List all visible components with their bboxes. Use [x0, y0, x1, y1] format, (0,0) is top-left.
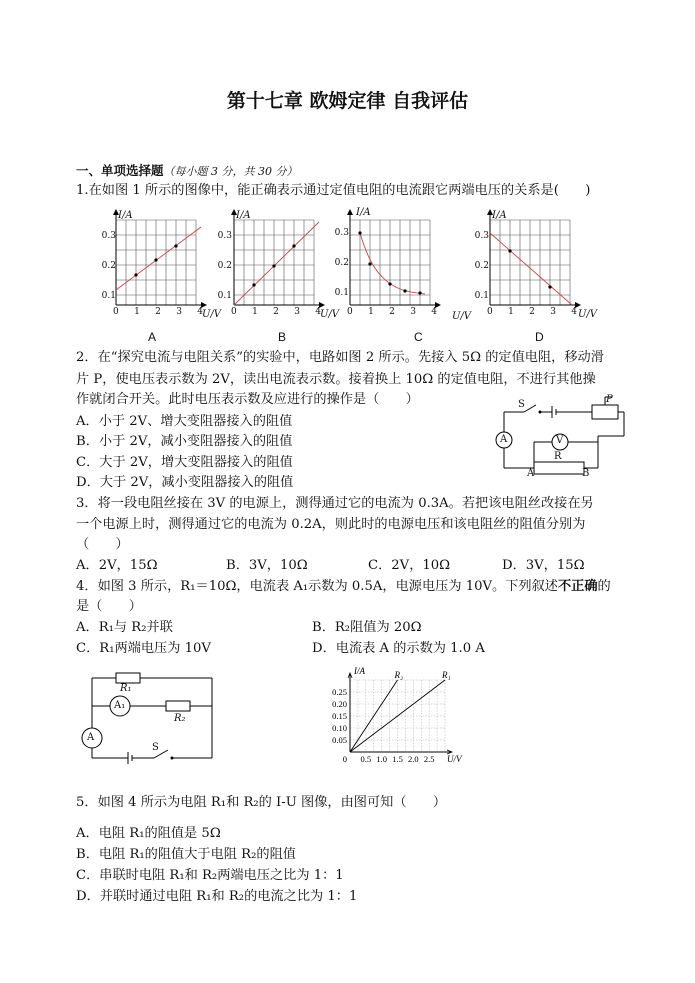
- xtick: 4: [571, 307, 577, 317]
- y-tick-label: 0.20: [332, 699, 347, 709]
- graph-b-ylabel: I/A: [236, 210, 251, 221]
- series-label-1: R₂: [394, 670, 404, 680]
- xtick: 2: [389, 307, 395, 317]
- ytick-blank: [473, 244, 489, 259]
- section-note: （每小题 3 分，共 30 分）: [163, 165, 298, 178]
- q4-option-c: C．R₁两端电压为 10V: [76, 641, 211, 656]
- q3-option-c: C．2V，10Ω: [368, 558, 451, 573]
- q1-stem: 1.在如图 1 所示的图像中，能正确表示通过定值电阻的电流跟它两端电压的关系是( ): [76, 183, 591, 198]
- q3-option-d: D．3V，15Ω: [502, 558, 585, 573]
- q3-option-a: A．2V，15Ω: [76, 558, 158, 573]
- y-tick-label: 0.25: [332, 687, 347, 697]
- q4-stem-emphasis: 不正确: [557, 579, 598, 594]
- ytick: 0.1: [101, 291, 116, 301]
- xtick: 4: [197, 307, 203, 317]
- graph-a-xticks: [113, 307, 203, 317]
- xtick: 2: [155, 307, 161, 317]
- page-title: 第十七章 欧姆定律 自我评估: [226, 90, 469, 112]
- ytick: 0.3: [334, 228, 349, 238]
- q5-option-a: A．电阻 R₁的阻值是 5Ω: [76, 826, 221, 841]
- q3-option-b: B．3V，10Ω: [226, 558, 308, 573]
- graph-c: [350, 210, 440, 305]
- q4-option-b: B．R₂阻值为 20Ω: [312, 620, 422, 635]
- series-label-2: R₁: [442, 670, 451, 680]
- q2-option-d: D．大于 2V，减小变阻器接入的阻值: [76, 475, 294, 490]
- xtick: 1: [252, 307, 258, 317]
- graph-d-yticks: [473, 229, 489, 304]
- graph-d-label: D: [535, 330, 544, 344]
- ytick-blank: [333, 241, 349, 256]
- ytick: 0.2: [334, 258, 349, 268]
- ytick-blank: [100, 274, 116, 289]
- q3-stem-3: （ ）: [76, 537, 129, 552]
- ytick: 0.2: [101, 261, 116, 271]
- graph-c-xlabel: U/V: [452, 311, 472, 322]
- ytick-blank: [216, 244, 232, 259]
- x-tick-label: 0.5: [360, 754, 372, 764]
- xtick: 3: [550, 307, 556, 317]
- xtick: 1: [508, 307, 514, 317]
- chart-series: [350, 670, 451, 752]
- x-tick-label: 1.0: [376, 754, 387, 764]
- ytick: 0.3: [217, 231, 232, 241]
- graph-c-label: C: [414, 330, 423, 344]
- y-tick-label: 0.10: [332, 723, 347, 733]
- q2-slider-label: P: [606, 394, 613, 405]
- graph-b-xticks: [231, 307, 321, 317]
- q4-a1-label: A₁: [114, 700, 126, 711]
- ytick-blank: [100, 244, 116, 259]
- q2-resistor-label: R: [554, 451, 562, 462]
- q4-option-d: D．电流表 A 的示数为 1.0 A: [312, 641, 485, 656]
- q2-option-c: C．大于 2V，增大变阻器接入的阻值: [76, 455, 293, 470]
- graph-c-ylabel: I/A: [356, 207, 371, 218]
- graph-d-xticks: [487, 307, 577, 317]
- q4-stem-tail: 的: [597, 579, 611, 594]
- q2-stem-2: 片 P，使电压表示数为 2V，读出电流表示数。接着换上 10Ω 的定值电阻，不进行其他操: [76, 372, 596, 387]
- xtick: 2: [273, 307, 279, 317]
- xtick: 0: [231, 307, 237, 317]
- xtick: 4: [431, 307, 437, 317]
- ytick-blank: [216, 274, 232, 289]
- graph-a-xlabel: U/V: [202, 309, 222, 320]
- xtick: 4: [315, 307, 321, 317]
- ytick: 0.3: [101, 231, 116, 241]
- q4-stem-2: 是（ ）: [76, 599, 142, 614]
- q2-ammeter-label: A: [500, 434, 508, 445]
- xtick: 0: [113, 307, 119, 317]
- y-axis-label: I/A: [354, 666, 365, 676]
- q2-voltmeter-label: V: [556, 435, 564, 446]
- q2-node-b: B: [582, 468, 590, 479]
- graph-c-xticks: [347, 307, 437, 317]
- graph-d-xlabel: U/V: [578, 309, 598, 320]
- y-tick-label: 0.05: [332, 735, 347, 745]
- y-tick-label: 0.15: [332, 711, 347, 721]
- ytick: 0.2: [217, 261, 232, 271]
- q5-option-b: B．电阻 R₁的阻值大于电阻 R₂的阻值: [76, 847, 296, 862]
- q4-switch-label: S: [152, 742, 159, 753]
- graph-a-label: A: [148, 330, 157, 344]
- q2-option-a: A．小于 2V、增大变阻器接入的阻值: [76, 414, 293, 429]
- x-axis-label: U/V: [447, 754, 462, 764]
- xtick: 3: [294, 307, 300, 317]
- graph-c-yticks: [333, 226, 349, 301]
- q3-stem-2: 一个电源上时，测得通过它的电流为 0.2A，则此时的电源电压和该电阻丝的阻值分别为: [76, 517, 586, 532]
- q4-r1-label: R₁: [120, 683, 132, 694]
- xtick: 3: [410, 307, 416, 317]
- section-title: 一、单项选择题: [76, 163, 164, 178]
- x-tick-label: 2.0: [408, 754, 419, 764]
- q4-stem-1: [76, 579, 611, 595]
- q2-stem-1: 2．在“探究电流与电阻关系”的实验中，电路如图 2 所示。先接入 5Ω 的定值电阻，移动滑: [76, 350, 604, 365]
- xtick: 2: [529, 307, 535, 317]
- q3-stem-1: 3．将一段电阻丝接在 3V 的电源上，测得通过它的电流为 0.3A。若把该电阻丝改接在另: [76, 496, 594, 511]
- x-tick-label: 1.5: [392, 754, 403, 764]
- graph-a-ylabel: I/A: [118, 210, 133, 221]
- q5-stem: 5．如图 4 所示为电阻 R₁和 R₂的 I-U 图像，由图可知（ ）: [76, 795, 447, 810]
- q4-stem-text: 4．如图 3 所示，R₁＝10Ω，电流表 A₁示数为 0.5A，电源电压为 10V。下列叙述: [76, 579, 558, 594]
- q5-option-d: D．并联时通过电阻 R₁和 R₂的电流之比为 1：1: [76, 889, 358, 904]
- ytick-blank: [473, 274, 489, 289]
- graph-d-ylabel: I/A: [492, 210, 507, 221]
- ytick-blank: [333, 271, 349, 286]
- graph-a: [116, 210, 206, 305]
- q5-option-c: C．串联时电阻 R₁和 R₂两端电压之比为 1：1: [76, 868, 344, 883]
- graph-d: [490, 210, 580, 305]
- q4-option-a: A．R₁与 R₂并联: [76, 620, 173, 635]
- graph-b-xlabel: U/V: [320, 309, 340, 320]
- xtick: 3: [176, 307, 182, 317]
- q4-r2-label: R₂: [174, 713, 186, 724]
- q2-stem-3: 作就闭合开关。此时电压表示数及应进行的操作是（ ）: [76, 392, 419, 407]
- q2-option-b: B．小于 2V，减小变阻器接入的阻值: [76, 434, 293, 449]
- ytick: 0.3: [474, 231, 489, 241]
- q5-iu-chart: [320, 664, 470, 768]
- q2-node-a: A: [527, 468, 535, 479]
- graph-b-yticks: [216, 229, 232, 304]
- ytick: 0.1: [474, 291, 489, 301]
- xtick: 1: [134, 307, 140, 317]
- ytick: 0.2: [474, 261, 489, 271]
- graph-b: [234, 210, 324, 305]
- q2-switch-label: S: [518, 399, 525, 410]
- graph-b-label: B: [278, 330, 287, 344]
- q4-circuit: [76, 670, 226, 770]
- x-tick-label: 2.5: [423, 754, 435, 764]
- ytick: 0.1: [334, 288, 349, 298]
- graph-a-yticks: [100, 229, 116, 304]
- xtick: 1: [368, 307, 374, 317]
- q4-a-label: A: [87, 732, 95, 743]
- xtick: 0: [347, 307, 353, 317]
- section-heading: [76, 163, 298, 180]
- xtick: 0: [487, 307, 493, 317]
- x-tick-label: 0: [342, 754, 347, 764]
- ytick: 0.1: [217, 291, 232, 301]
